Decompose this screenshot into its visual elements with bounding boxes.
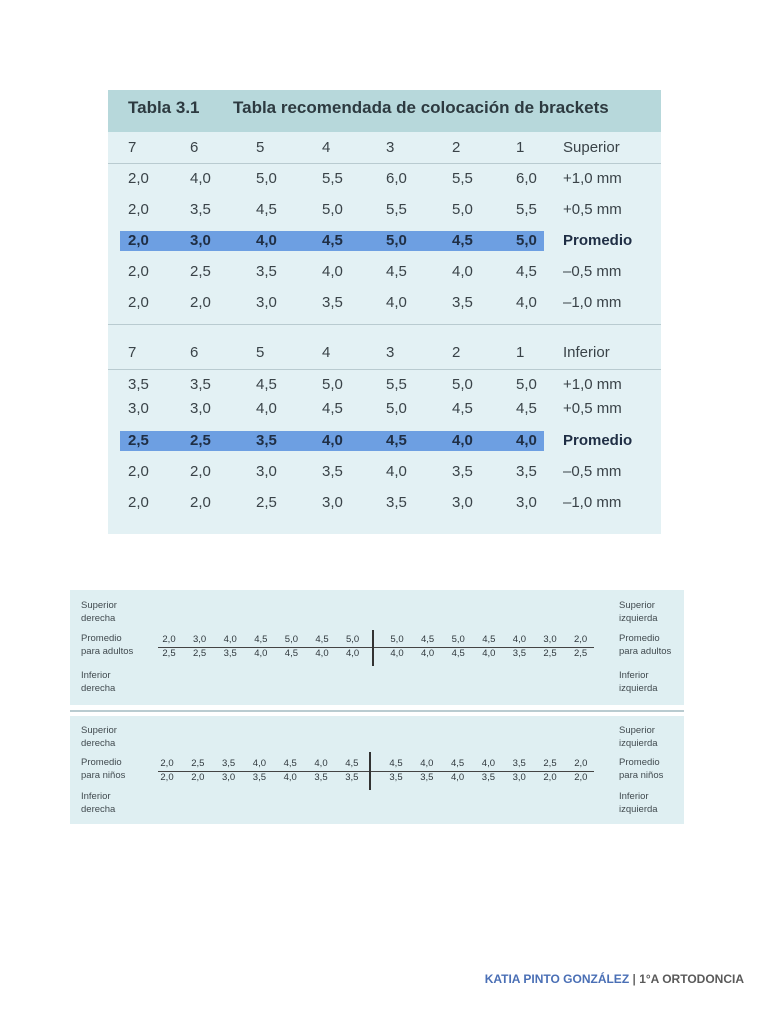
table-cell: 5,0 <box>256 170 277 187</box>
table-cell: 4 <box>322 344 331 361</box>
table-cell: 3,5 <box>322 294 343 311</box>
table-cell: 4,5 <box>386 263 407 280</box>
table-cell: 4,5 <box>386 432 407 449</box>
table-rule <box>108 324 661 325</box>
table-number: Tabla 3.1 <box>128 98 200 117</box>
table-cell: 5,0 <box>322 201 343 218</box>
table-cell: 2,5 <box>128 432 149 449</box>
tooth-value: 4,5 <box>315 634 329 645</box>
tooth-value: 2,5 <box>543 648 557 659</box>
tooth-value: 3,5 <box>512 758 526 769</box>
table-cell: 3,0 <box>256 463 277 480</box>
tooth-value: 2,5 <box>192 648 207 659</box>
chart-label: Inferior <box>619 791 649 802</box>
table-cell: 5,5 <box>452 170 473 187</box>
tooth-value: 2,0 <box>160 758 174 769</box>
chart-label: Inferior <box>81 670 111 681</box>
table-cell: 4,5 <box>452 232 473 249</box>
table-cell: 3,0 <box>190 232 211 249</box>
table-cell: 7 <box>128 344 137 361</box>
table-cell: 2,0 <box>128 201 149 218</box>
table-cell: 4,5 <box>256 376 277 393</box>
table-row <box>108 291 661 317</box>
table-row <box>108 460 661 486</box>
table-cell: 5,0 <box>452 376 473 393</box>
table-cell: 2,5 <box>190 263 211 280</box>
footer-separator: | <box>629 972 640 986</box>
row-label: Promedio <box>563 432 633 449</box>
table-cell: 3,5 <box>516 463 537 480</box>
chart-label: Superior <box>81 600 117 611</box>
table-cell: 5,0 <box>322 376 343 393</box>
table-cell: 4,5 <box>516 400 537 417</box>
table-cell: 2 <box>452 139 461 156</box>
tooth-value: 5,0 <box>451 634 465 645</box>
author-name: KATIA PINTO GONZÁLEZ <box>484 972 630 986</box>
chart-label: Superior <box>619 725 655 736</box>
tooth-value: 3,0 <box>192 634 207 645</box>
table-cell: 7 <box>128 139 137 156</box>
table-cell: 5,5 <box>516 201 537 218</box>
table-cell: 3,5 <box>452 463 473 480</box>
table-cell: 2,0 <box>128 494 149 511</box>
table-cell: 2,0 <box>128 232 149 249</box>
tooth-value: 5,0 <box>345 634 360 645</box>
table-cell: 4,0 <box>256 232 277 249</box>
table-cell: 3,0 <box>128 400 149 417</box>
tooth-value: 2,0 <box>574 758 588 769</box>
tooth-value: 3,5 <box>481 772 495 783</box>
table-row <box>108 373 661 399</box>
tooth-value: 3,5 <box>345 772 359 783</box>
table-cell: 5 <box>256 344 265 361</box>
tooth-value: 4,0 <box>450 772 465 783</box>
chart-label: Superior <box>81 725 117 736</box>
chart-label: Promedio <box>619 633 660 644</box>
table-cell: 3,5 <box>452 294 473 311</box>
table-cell: 4,0 <box>452 432 473 449</box>
row-label: +0,5 mm <box>563 400 622 417</box>
tooth-value: 4,0 <box>481 758 495 769</box>
table-cell: 6 <box>190 344 199 361</box>
table-cell: 3,0 <box>452 494 473 511</box>
tooth-value: 3,0 <box>543 634 557 645</box>
table-header-band <box>108 90 661 132</box>
chart-label: Inferior <box>619 670 649 681</box>
tooth-value: 2,0 <box>574 772 588 783</box>
tooth-value: 4,0 <box>314 758 328 769</box>
chart-label: izquierda <box>619 804 658 815</box>
tooth-value: 4,5 <box>389 758 403 769</box>
tooth-value: 3,5 <box>221 758 236 769</box>
chart-label: para niños <box>619 770 664 781</box>
chart-label: Superior <box>619 600 655 611</box>
table-cell: 2,5 <box>190 432 211 449</box>
page-footer <box>485 972 744 986</box>
table-cell: 4,0 <box>516 294 537 311</box>
table-cell: 5,5 <box>386 201 407 218</box>
tooth-value: 4,5 <box>254 634 268 645</box>
table-cell: 2,0 <box>128 263 149 280</box>
row-label: Inferior <box>563 344 610 361</box>
table-row <box>108 397 661 423</box>
table-cell: 3,5 <box>256 263 277 280</box>
table-cell: 5 <box>256 139 265 156</box>
table-cell: 6,0 <box>516 170 537 187</box>
tooth-value: 4,0 <box>420 648 435 659</box>
tooth-value: 2,5 <box>573 648 588 659</box>
chart-label: derecha <box>81 613 116 624</box>
row-label: +0,5 mm <box>563 201 622 218</box>
row-label: –1,0 mm <box>563 294 622 311</box>
chart-label: izquierda <box>619 683 658 694</box>
table-cell: 5,0 <box>386 232 407 249</box>
tooth-value: 4,0 <box>252 758 266 769</box>
table-cell: 5,0 <box>516 232 537 249</box>
table-cell: 3,5 <box>386 494 407 511</box>
tooth-value: 2,5 <box>543 758 557 769</box>
tooth-value: 4,0 <box>390 648 404 659</box>
table-row <box>108 260 661 286</box>
row-label: –1,0 mm <box>563 494 622 511</box>
table-cell: 3,0 <box>256 294 277 311</box>
table-cell: 3,0 <box>322 494 343 511</box>
chart-label: para niños <box>81 770 126 781</box>
tooth-value: 4,0 <box>254 648 268 659</box>
tooth-value: 4,5 <box>451 648 465 659</box>
tooth-value: 4,5 <box>283 758 297 769</box>
tooth-value: 3,5 <box>314 772 328 783</box>
tooth-value: 4,0 <box>482 648 496 659</box>
table-row <box>108 198 661 224</box>
tooth-value: 2,0 <box>573 634 588 645</box>
chart-label: izquierda <box>619 613 658 624</box>
table-cell: 3 <box>386 344 395 361</box>
tooth-value: 4,0 <box>283 772 297 783</box>
chart-label: Inferior <box>81 791 111 802</box>
table-cell: 4,5 <box>322 232 343 249</box>
table-cell: 6 <box>190 139 199 156</box>
table-title: Tabla recomendada de colocación de brackets <box>233 98 609 117</box>
lower-header-row <box>108 341 661 367</box>
row-label: Promedio <box>563 232 633 249</box>
midline <box>369 752 371 790</box>
table-rule <box>108 163 661 164</box>
tooth-value: 4,0 <box>512 634 526 645</box>
tooth-value: 4,5 <box>482 634 496 645</box>
tooth-value: 3,0 <box>512 772 526 783</box>
tooth-value: 2,0 <box>191 772 205 783</box>
table-rule <box>108 369 661 370</box>
row-label: Superior <box>563 139 620 156</box>
chart-label: para adultos <box>619 646 672 657</box>
tooth-value: 3,5 <box>389 772 403 783</box>
table-cell: 2,0 <box>128 294 149 311</box>
course-label: 1°A ORTODONCIA <box>639 972 744 986</box>
table-cell: 5,0 <box>452 201 473 218</box>
tooth-value: 4,5 <box>345 758 359 769</box>
midline <box>372 630 374 666</box>
row-label: –0,5 mm <box>563 463 622 480</box>
table-cell: 2,5 <box>256 494 277 511</box>
row-label: +1,0 mm <box>563 170 622 187</box>
table-cell: 4,0 <box>322 432 343 449</box>
table-cell: 5,0 <box>386 400 407 417</box>
tooth-value: 4,5 <box>420 634 435 645</box>
table-cell: 4,0 <box>386 463 407 480</box>
occlusal-line <box>158 647 594 648</box>
tooth-value: 3,0 <box>221 772 236 783</box>
tooth-value: 4,5 <box>284 648 298 659</box>
table-cell: 3,0 <box>516 494 537 511</box>
table-cell: 3,5 <box>322 463 343 480</box>
row-label: –0,5 mm <box>563 263 622 280</box>
tooth-value: 2,5 <box>162 648 176 659</box>
table-cell: 4 <box>322 139 331 156</box>
table-cell: 4,0 <box>256 400 277 417</box>
bracket-placement-table <box>108 90 661 534</box>
tooth-value: 3,5 <box>512 648 526 659</box>
chart-label: Promedio <box>81 633 122 644</box>
table-cell: 4,5 <box>452 400 473 417</box>
chart-label: Promedio <box>81 757 122 768</box>
table-cell: 4,0 <box>516 432 537 449</box>
tooth-value: 4,0 <box>315 648 329 659</box>
table-cell: 2,0 <box>190 294 211 311</box>
chart-label: derecha <box>81 683 116 694</box>
table-row <box>108 167 661 193</box>
upper-header-row <box>108 136 661 162</box>
table-cell: 2,0 <box>128 463 149 480</box>
tooth-value: 5,0 <box>390 634 404 645</box>
tooth-value: 4,0 <box>223 634 237 645</box>
table-cell: 2,0 <box>190 494 211 511</box>
table-cell: 4,0 <box>452 263 473 280</box>
chart-label: para adultos <box>81 646 134 657</box>
chart-label: derecha <box>81 738 116 749</box>
table-cell: 2,0 <box>128 170 149 187</box>
table-cell: 4,5 <box>322 400 343 417</box>
table-cell: 5,5 <box>386 376 407 393</box>
tooth-value: 4,0 <box>420 758 434 769</box>
table-cell: 6,0 <box>386 170 407 187</box>
table-row <box>108 491 661 517</box>
table-cell: 3,5 <box>190 201 211 218</box>
tooth-value: 3,5 <box>420 772 434 783</box>
table-cell: 4,0 <box>322 263 343 280</box>
occlusal-line <box>158 771 594 772</box>
table-cell: 3,5 <box>128 376 149 393</box>
table-cell: 3,5 <box>256 432 277 449</box>
tooth-value: 2,0 <box>160 772 174 783</box>
chart-label: izquierda <box>619 738 658 749</box>
tooth-value: 5,0 <box>284 634 298 645</box>
tooth-value: 3,5 <box>223 648 237 659</box>
table-cell: 1 <box>516 139 525 156</box>
tooth-value: 4,5 <box>450 758 465 769</box>
table-cell: 5,0 <box>516 376 537 393</box>
table-cell: 3 <box>386 139 395 156</box>
tooth-value: 2,5 <box>191 758 205 769</box>
table-row <box>108 429 661 455</box>
tooth-value: 2,0 <box>543 772 557 783</box>
tooth-value: 3,5 <box>252 772 266 783</box>
table-cell: 4,5 <box>516 263 537 280</box>
table-cell: 4,0 <box>190 170 211 187</box>
table-cell: 3,5 <box>190 376 211 393</box>
child-average-chart <box>70 716 684 824</box>
table-cell: 5,5 <box>322 170 343 187</box>
table-cell: 3,0 <box>190 400 211 417</box>
chart-label: derecha <box>81 804 116 815</box>
table-cell: 1 <box>516 344 525 361</box>
row-label: +1,0 mm <box>563 376 622 393</box>
tooth-value: 4,0 <box>345 648 360 659</box>
table-row <box>108 229 661 255</box>
table-cell: 2,0 <box>190 463 211 480</box>
table-cell: 4,5 <box>256 201 277 218</box>
chart-label: Promedio <box>619 757 660 768</box>
adult-average-chart <box>70 590 684 705</box>
table-cell: 4,0 <box>386 294 407 311</box>
box-divider <box>70 710 684 712</box>
table-cell: 2 <box>452 344 461 361</box>
tooth-value: 2,0 <box>162 634 176 645</box>
